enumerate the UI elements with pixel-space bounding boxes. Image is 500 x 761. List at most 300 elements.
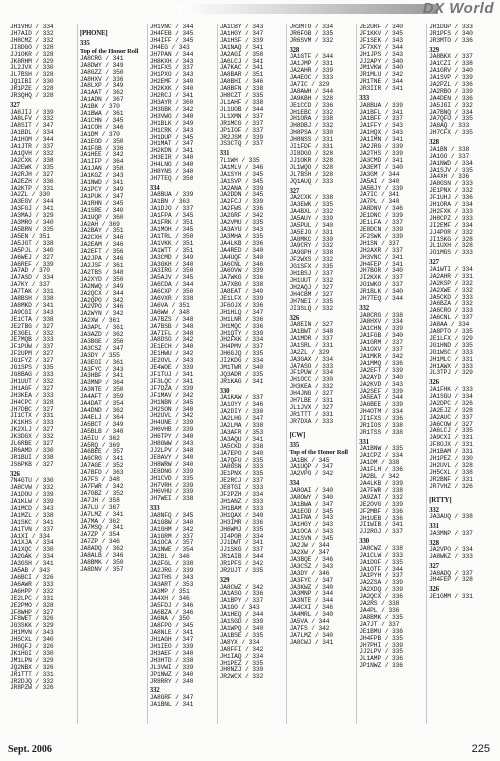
callsign-entry: JA3FYC / 343 [79, 365, 124, 373]
callsign-entry: JA2GAK / 334 [10, 553, 54, 561]
callsign-entry: JF8WHP / 327 [10, 608, 54, 616]
callsign-entry: JK3DGX / 332 [10, 433, 54, 441]
callsign-entry: JH2FXK / 333 [429, 207, 473, 215]
callsign-entry: JA5AI / 340 [359, 177, 400, 185]
callsign-entry: JR1PFS / 340 [429, 29, 473, 37]
callsign-entry: JA8PTO / 335 [429, 328, 473, 336]
callsign-entry: JH2SON / 340 [149, 405, 194, 413]
callsign-entry: JA4CXI / 346 [289, 604, 333, 612]
callsign-entry: JH8PSA / 330 [289, 129, 333, 137]
callsign-entry: JI4POR / 334 [219, 532, 264, 540]
callsign-entry: JE3GEL / 332 [10, 329, 54, 337]
callsign-entry: JA8DSO / 342 [149, 336, 194, 344]
callsign-entry: JR6FGB / 335 [289, 29, 333, 37]
callsign-entry: JH1QAX / 340 [219, 511, 264, 519]
callsign-entry: JA3MNP / 337 [429, 529, 473, 537]
callsign-entry: JA3AYU / 343 [219, 225, 264, 233]
callsign-entry: JR7DXA / 333 [289, 417, 333, 425]
callsign-entry: JA2XW / 347 [289, 548, 330, 556]
callsign-entry: JA8FFI / 342 [219, 645, 264, 653]
callsign-entry: JA3MNP / 344 [289, 590, 333, 598]
callsign-entry: JA1EOD / 350 [79, 137, 124, 145]
score-heading: 335 [289, 441, 300, 449]
callsign-entry: JF2UPM / 327 [10, 350, 54, 358]
callsign-entry: JA7QFU / 335 [429, 115, 473, 123]
callsign-entry: JH1QTY / 339 [219, 329, 264, 337]
callsign-entry: JH1IAQ / 334 [219, 652, 264, 660]
score-heading: 327 [429, 562, 439, 570]
callsign-entry: JA1BWA / 347 [289, 500, 333, 508]
callsign-entry: JE4WOE / 339 [149, 364, 194, 372]
score-heading: 333 [149, 505, 160, 513]
callsign-entry: JA1GRM / 337 [149, 532, 194, 540]
callsign-entry: JA1COH / 346 [79, 123, 124, 131]
callsign-entry: JA6BEE / 339 [359, 401, 403, 409]
callsign-entry: JA1BPY / 337 [219, 597, 264, 605]
callsign-entry: JK2XLJ / 327 [10, 426, 54, 434]
callsign-entry: JH3AYR / 360 [149, 98, 194, 106]
callsign-entry: JA8AA / 334 [429, 321, 470, 329]
callsign-entry: JA1BK / 370 [79, 103, 120, 111]
callsign-entry: JA3NTE / 344 [289, 597, 333, 605]
callsign-entry: JM1VKW / 340 [359, 64, 403, 72]
callsign-entry: JA1ADN / 367 [79, 96, 124, 104]
callsign-entry: JH3KEA / 332 [289, 383, 333, 391]
score-heading: 331 [359, 438, 370, 446]
callsign-entry: JA3CSZ / 343 [289, 562, 333, 570]
callsign-entry: JA1DJO / 337 [149, 205, 194, 213]
callsign-entry: JA6VA / 351 [149, 301, 190, 309]
callsign-entry: JA1CBY / 343 [219, 24, 264, 30]
callsign-entry: JA2PZL / 336 [429, 80, 473, 88]
callsign-entry: JA5CKD / 333 [429, 293, 473, 301]
callsign-entry: JR7VHZ / 326 [429, 482, 473, 490]
callsign-entry: JH7PHI / 339 [359, 641, 403, 649]
callsign-entry: JA1BWT / 348 [289, 328, 333, 336]
callsign-entry: JA1HGY / 343 [289, 521, 333, 529]
callsign-entry: JL1XMN / 337 [219, 112, 264, 120]
callsign-entry: JQ1AUQ / 333 [289, 177, 333, 185]
callsign-entry: JA8LFV / 332 [10, 115, 54, 123]
callsign-entry: JA2JPA / 346 [79, 255, 124, 263]
callsign-entry: JH8WRW / 340 [149, 460, 194, 468]
callsign-entry: JA2RS / 338 [359, 600, 400, 608]
callsign-entry: JA9CXI / 331 [429, 434, 473, 442]
callsign-entry: JP1NWZ / 340 [149, 670, 194, 678]
callsign-entry: JJ2APY / 340 [359, 57, 403, 65]
callsign-entry: JA1OTF / 344 [359, 565, 403, 573]
callsign-entry: JA2BL / 342 [359, 473, 400, 481]
callsign-entry: JA1IMN / 341 [359, 136, 403, 144]
callsign-entry: JA1PCY / 349 [79, 186, 124, 194]
callsign-entry: JA7FS / 348 [79, 476, 120, 484]
callsign-entry: JA1FRK / 351 [149, 219, 194, 227]
callsign-entry: JA2JRG / 339 [149, 567, 194, 575]
callsign-entry: JA1MCD / 343 [10, 504, 54, 512]
callsign-entry: JH7BOR / 340 [359, 267, 403, 275]
callsign-entry: JH8NZJ / 339 [219, 666, 264, 674]
callsign-entry: JA1TVN / 337 [10, 525, 54, 533]
callsign-entry: JA4EOC / 333 [289, 74, 333, 82]
callsign-entry: JF3LQC / 341 [149, 377, 194, 385]
callsign-entry: JA7ASO / 333 [289, 362, 333, 370]
callsign-entry: JL6RBE / 327 [10, 440, 54, 448]
callsign-entry: JH7AID / 332 [10, 29, 54, 37]
callsign-entry: JF1TUJ / 341 [149, 371, 194, 378]
callsign-entry: JA3ART / 353 [149, 580, 194, 588]
callsign-entry: JA2QCX / 336 [359, 593, 403, 601]
callsign-entry: JQ1IBI / 330 [10, 78, 54, 86]
callsign-entry: JO1WKO / 337 [359, 281, 403, 289]
callsign-entry: JA4LKB / 336 [219, 239, 264, 247]
callsign-entry: JA2BAY / 351 [79, 227, 124, 235]
callsign-entry: JA1ASO / 336 [219, 590, 264, 598]
score-heading: 327 [289, 187, 300, 195]
score-heading: 334 [149, 184, 160, 192]
callsign-entry: JH4CBM / 327 [289, 290, 333, 298]
callsign-entry: JA2VMU / 335 [219, 219, 264, 227]
callsign-entry: JA2TBS / 348 [79, 268, 124, 276]
callsign-entry: JH1UEB / 336 [359, 514, 403, 522]
callsign-entry: JH8CZT / 335 [219, 92, 264, 100]
callsign-entry: JA3KWZ / 340 [289, 583, 333, 591]
callsign-entry: JH1MVN / 343 [10, 629, 54, 637]
callsign-entry: JA2EFT / 339 [359, 366, 403, 374]
callsign-entry: JH1ORA / 338 [289, 115, 333, 123]
callsign-entry: JA7AGE / 352 [79, 462, 124, 470]
callsign-entry: JH1AGF / 327 [10, 384, 54, 392]
callsign-entry: JA5AB / 343 [10, 567, 50, 575]
callsign-entry: JA1HOM / 344 [10, 136, 54, 144]
page-header [0, 0, 500, 22]
callsign-entry: JA3AFR / 353 [219, 428, 264, 436]
callsign-entry: JA8NLE / 341 [149, 629, 194, 637]
callsign-entry: JA1TRL / 350 [149, 232, 194, 240]
callsign-entry: JA1HQX / 343 [359, 129, 403, 137]
callsign-entry: JR1KAG / 341 [219, 377, 264, 385]
callsign-entry: JA1SGD / 339 [219, 618, 264, 626]
callsign-entry: JJ4POR / 332 [429, 228, 473, 236]
callsign-entry: JA3MP / 351 [149, 587, 190, 595]
score-heading: 335 [79, 40, 90, 47]
callsign-entry: JA6CXP / 350 [149, 288, 194, 296]
callsign-entry: JH1CVD / 335 [149, 474, 194, 482]
callsign-entry: JJ1SKG / 337 [219, 546, 264, 554]
callsign-entry: JA2QCX / 344 [79, 289, 124, 297]
callsign-entry: JI1CTX / 331 [10, 412, 54, 420]
callsign-entry: JR1BLK / 340 [359, 288, 403, 296]
callsign-entry: JA5JGT / 338 [10, 239, 54, 247]
callsign-entry: JA7BNQ / 334 [429, 108, 473, 116]
column-6 [356, 24, 424, 724]
callsign-entry: JH2EMF / 340 [149, 78, 194, 86]
column-5 [286, 24, 354, 724]
callsign-entry: JA9GPH / 338 [289, 249, 333, 257]
callsign-entry: JH4PMV / 337 [219, 343, 264, 351]
callsign-entry: JA2VPO / 334 [429, 546, 473, 554]
callsign-entry: JH7VRH / 339 [149, 481, 194, 489]
callsign-entry: JA1GHM / 342 [149, 525, 194, 533]
callsign-entry: JA2ANA / 339 [219, 184, 264, 192]
callsign-entry: JM1TWR / 340 [219, 364, 264, 372]
callsign-entry: JR1TTT / 331 [289, 410, 333, 418]
callsign-entry: JA1SVN / 345 [289, 535, 333, 543]
callsign-entry: JF2SWK / 339 [359, 232, 403, 240]
callsign-entry: JA1MZL / 338 [10, 511, 54, 519]
callsign-entry: JH1UUT / 332 [10, 377, 54, 385]
callsign-entry: JA3AUQ / 338 [429, 513, 473, 521]
callsign-entry: JH5CXL / 338 [429, 468, 473, 476]
callsign-entry: 7L1WH / 335 [219, 156, 260, 164]
callsign-entry: JH8YNS / 340 [149, 168, 194, 176]
callsign-entry: JJ2LPV / 348 [149, 446, 194, 454]
callsign-entry: JA7JT / 337 [359, 620, 400, 628]
callsign-entry: JF8WET / 326 [10, 615, 54, 623]
callsign-entry: JA3EWK / 335 [289, 201, 333, 209]
callsign-entry: JA1DOU / 339 [10, 491, 54, 499]
callsign-entry: JA2GRF / 342 [219, 212, 264, 220]
callsign-entry: JA3GM / 344 [359, 170, 400, 178]
callsign-entry: JA8CWZ / 338 [359, 544, 403, 552]
callsign-entry: JA3GAX / 334 [289, 355, 333, 363]
callsign-entry: JH1CRK / 343 [149, 126, 194, 134]
score-heading: 329 [429, 46, 439, 54]
callsign-entry: JR6AMD / 330 [10, 446, 54, 454]
callsign-entry: JI3SLQ / 332 [289, 304, 333, 312]
callsign-entry: JA3BGE / 356 [79, 337, 124, 345]
callsign-entry: JA2JSF / 361 [79, 261, 124, 269]
callsign-entry: JA2XYD / 350 [79, 275, 124, 283]
callsign-entry: JA8GSN / 333 [219, 463, 264, 471]
callsign-entry: JE1DNC / 339 [359, 212, 403, 220]
callsign-entry: JF8OJX / 331 [429, 441, 473, 449]
callsign-entry: JO1MGS / 333 [429, 249, 473, 257]
callsign-entry: JF7XKY / 344 [359, 43, 403, 51]
callsign-entry: JH1SN / 337 [359, 239, 400, 247]
callsign-entry: JL3VWI / 339 [149, 663, 194, 671]
callsign-entry: JA1FNA / 343 [289, 514, 333, 522]
callsign-entry: JH4FEB / 345 [149, 29, 194, 37]
callsign-entry: JA2AUC / 337 [429, 413, 473, 421]
callsign-entry: JA1OYY / 346 [219, 401, 264, 409]
mode-heading: [RTTY] [429, 496, 452, 504]
callsign-entry: JA1DOF / 335 [359, 558, 403, 566]
callsign-entry: JA1PYH / 337 [359, 572, 403, 580]
callsign-entry: JA2EJZ / 328 [429, 406, 473, 414]
callsign-entry: JA8DNV / 346 [359, 205, 403, 213]
callsign-entry: JP1IOF / 337 [219, 126, 264, 134]
score-heading: 328 [429, 539, 439, 547]
callsign-entry: JA2VPO / 346 [79, 303, 124, 311]
score-heading: 329 [219, 576, 230, 584]
callsign-entry: JA6HPP / 332 [10, 587, 54, 595]
callsign-entry: JA3BQE / 346 [289, 555, 333, 563]
callsign-entry: JA1GO / 343 [219, 604, 260, 612]
callsign-entry: JA1EOD / 345 [289, 507, 333, 515]
callsign-entry: JR1AIB / 344 [219, 553, 264, 561]
callsign-entry: JA7TAK / 331 [10, 288, 54, 296]
callsign-entry: JA7WKG / 336 [219, 274, 264, 282]
callsign-entry: JA1HSF / 339 [219, 36, 264, 44]
callsign-entry: JA8AWH / 344 [289, 87, 333, 95]
callsign-entry: JE8DCN / 339 [359, 225, 403, 233]
callsign-entry: JA8ADQ / 362 [79, 545, 124, 553]
callsign-entry: JA7IC / 341 [359, 191, 400, 199]
callsign-entry: JA8CRG / 341 [79, 54, 124, 62]
callsign-entry: JA7QFU / 335 [219, 456, 264, 464]
callsign-entry: JA5BRN / 335 [10, 225, 54, 233]
callsign-entry: JA6AWR / 333 [10, 580, 54, 588]
callsign-entry: JA3AQU / 341 [219, 435, 264, 443]
callsign-entry: JA4XH / 336 [429, 173, 470, 181]
callsign-entry: JR3MTO / 334 [289, 24, 333, 30]
callsign-entry: JI1WIB / 341 [359, 521, 403, 529]
callsign-entry: JA6CRG / 341 [79, 455, 124, 463]
callsign-entry: JA1UQP / 347 [289, 463, 333, 471]
callsign-entry: JH1PEZ / 335 [219, 659, 264, 667]
callsign-entry: JE7MQB / 333 [10, 336, 54, 344]
score-heading: 328 [289, 46, 300, 54]
callsign-entry: JE1LFX / 329 [429, 334, 473, 342]
callsign-entry: JA1HEE / 342 [79, 151, 124, 159]
callsign-entry: JL1UOB / 344 [219, 105, 264, 113]
score-heading: 333 [359, 95, 370, 103]
callsign-entry: JH2UVL / 328 [429, 461, 473, 469]
callsign-entry: JA8GSN / 333 [429, 180, 473, 188]
callsign-entry: JA4DEN / 336 [429, 94, 473, 102]
score-heading: 326 [289, 314, 300, 322]
callsign-entry: JA2DPC / 326 [429, 399, 473, 407]
callsign-entry: JA4AFT / 359 [79, 393, 124, 401]
callsign-entry: JA8BMK / 335 [359, 613, 403, 621]
callsign-entry: JA2EZH / 336 [10, 177, 54, 185]
callsign-entry: JE8TGI / 333 [219, 484, 264, 492]
callsign-entry: JA8DWY / 349 [79, 61, 124, 69]
callsign-entry: JA1RHN / 345 [79, 199, 124, 207]
callsign-entry: JA1JTR / 337 [10, 143, 54, 151]
callsign-entry: JA8YX / 334 [219, 638, 260, 646]
callsign-entry: JA8BKX / 337 [429, 53, 473, 61]
callsign-entry: JA5AUY / 339 [289, 214, 333, 222]
score-heading: 326 [10, 470, 20, 478]
callsign-entry: JA1BK / 345 [289, 456, 330, 464]
callsign-entry: JH4JNG / 327 [289, 390, 333, 398]
callsign-entry: JA1VKK / 351 [149, 239, 194, 247]
callsign-entry: JA2NWQ / 349 [79, 282, 124, 290]
callsign-entry: JL2JVX / 330 [10, 64, 54, 72]
callsign-entry: JF2MBF / 336 [359, 507, 403, 515]
callsign-entry: JH2KXK / 340 [149, 85, 194, 93]
callsign-entry: JA5EJO / 331 [289, 228, 333, 236]
callsign-entry: JH5CXL / 340 [10, 636, 54, 644]
callsign-entry: JH1DUP / 345 [149, 133, 194, 141]
callsign-entry: JA2BL / 346 [149, 553, 190, 561]
callsign-entry: JL1UXH / 328 [429, 242, 473, 250]
callsign-entry: JH4FEP / 341 [359, 260, 403, 268]
callsign-entry: JS6PKB / 327 [10, 460, 54, 468]
callsign-entry: JE1BMU / 336 [359, 627, 403, 635]
callsign-entry: JA5PUL / 340 [289, 221, 333, 229]
callsign-entry: JA1SRE / 340 [79, 206, 124, 214]
callsign-entry: JR1TNE / 344 [359, 78, 403, 86]
callsign-entry: JA7LU / 367 [79, 503, 120, 511]
callsign-entry: JA1CLW / 333 [359, 551, 403, 559]
callsign-entry: JA8BHI / 346 [219, 78, 264, 86]
callsign-entry: JA1HEQ / 344 [219, 611, 264, 619]
callsign-entry: JA5PJL / 340 [10, 246, 54, 254]
callsign-entry: JA8BAR / 351 [219, 71, 264, 79]
callsign-entry: JA1FGB / 340 [359, 332, 403, 340]
callsign-entry: JA1FHK / 333 [429, 385, 473, 393]
callsign-entry: JR1TTT / 331 [10, 670, 54, 678]
top-honor-roll-label: Top of the Honor Roll [79, 47, 139, 55]
callsign-entry: 7N4GTU / 330 [10, 477, 54, 485]
callsign-entry: JA7FWR / 338 [359, 486, 403, 494]
callsign-entry: JH7DBC / 327 [10, 405, 54, 413]
callsign-entry: JH4CPC / 328 [10, 398, 54, 406]
callsign-entry: JA7XBG / 338 [219, 281, 264, 289]
callsign-entry: JA1JAN / 358 [79, 165, 124, 173]
callsign-entry: JR1PFS / 342 [219, 560, 264, 568]
callsign-entry: JA8ALB / 346 [79, 552, 124, 560]
callsign-entry: JA1BNL / 341 [149, 700, 194, 708]
callsign-entry: JE1GMM / 331 [429, 592, 473, 600]
callsign-entry: JA1BN / 338 [429, 145, 470, 153]
score-heading: 326 [429, 586, 439, 594]
callsign-entry: JA6BEE / 357 [79, 448, 124, 456]
callsign-entry: JL1AMP / 336 [359, 655, 403, 663]
callsign-entry: JH1EBC / 332 [289, 108, 333, 116]
callsign-entry: JR2BNF / 331 [429, 475, 473, 483]
callsign-entry: JA6CDA / 344 [149, 281, 194, 289]
callsign-entry: JA6LCJ / 335 [429, 427, 473, 435]
callsign-entry: JH1PEZ / 330 [429, 455, 473, 463]
callsign-entry: JH1BAM / 331 [429, 448, 473, 456]
column-2 [77, 24, 145, 724]
callsign-entry: JA7MA / 362 [79, 517, 120, 525]
page-number: 225 [471, 743, 490, 755]
callsign-entry: JA3MNP / 364 [79, 379, 124, 387]
callsign-entry: JA8DNV / 357 [79, 565, 124, 573]
score-heading: 331 [219, 150, 230, 158]
callsign-entry: JH2FKK / 334 [219, 336, 264, 344]
callsign-entry: JA8FPO / 345 [149, 622, 194, 630]
callsign-entry: JK8RHM / 329 [10, 57, 54, 65]
callsign-entry: JR6SVM / 332 [289, 36, 333, 44]
callsign-entry: JL7BSH / 328 [10, 71, 54, 79]
callsign-entry: JA1FPA / 345 [149, 212, 194, 220]
callsign-entry: JA2CXK / 338 [10, 156, 54, 164]
callsign-entry: JA8CVW / 332 [10, 484, 54, 492]
callsign-entry: JA2SEF / 339 [359, 387, 403, 395]
callsign-entry: JA6BZA / 346 [149, 608, 194, 616]
callsign-entry: JE2LPC / 331 [10, 594, 54, 602]
callsign-entry: JQ2NBX / 326 [10, 663, 54, 671]
callsign-entry: JA1BSE / 335 [219, 631, 264, 639]
callsign-entry: JA8MKD / 341 [10, 301, 54, 309]
callsign-entry: JG1SFX / 335 [289, 263, 333, 271]
callsign-entry: JA2AYD / 340 [359, 373, 403, 381]
callsign-entry: JA9KBH / 328 [289, 94, 333, 102]
callsign-entry: JA1CHN / 339 [359, 325, 403, 333]
callsign-entry: JI1FDF / 331 [289, 143, 333, 151]
callsign-entry: JH2KDN / 341 [149, 147, 194, 155]
callsign-entry: JA3DY / 346 [289, 569, 330, 577]
callsign-entry: JH1OCC / 330 [289, 376, 333, 384]
callsign-entry: JF1UHJ / 336 [429, 194, 473, 202]
callsign-entry: JA7FWR / 342 [79, 482, 124, 490]
callsign-entry: JA1SGU / 334 [429, 392, 473, 400]
